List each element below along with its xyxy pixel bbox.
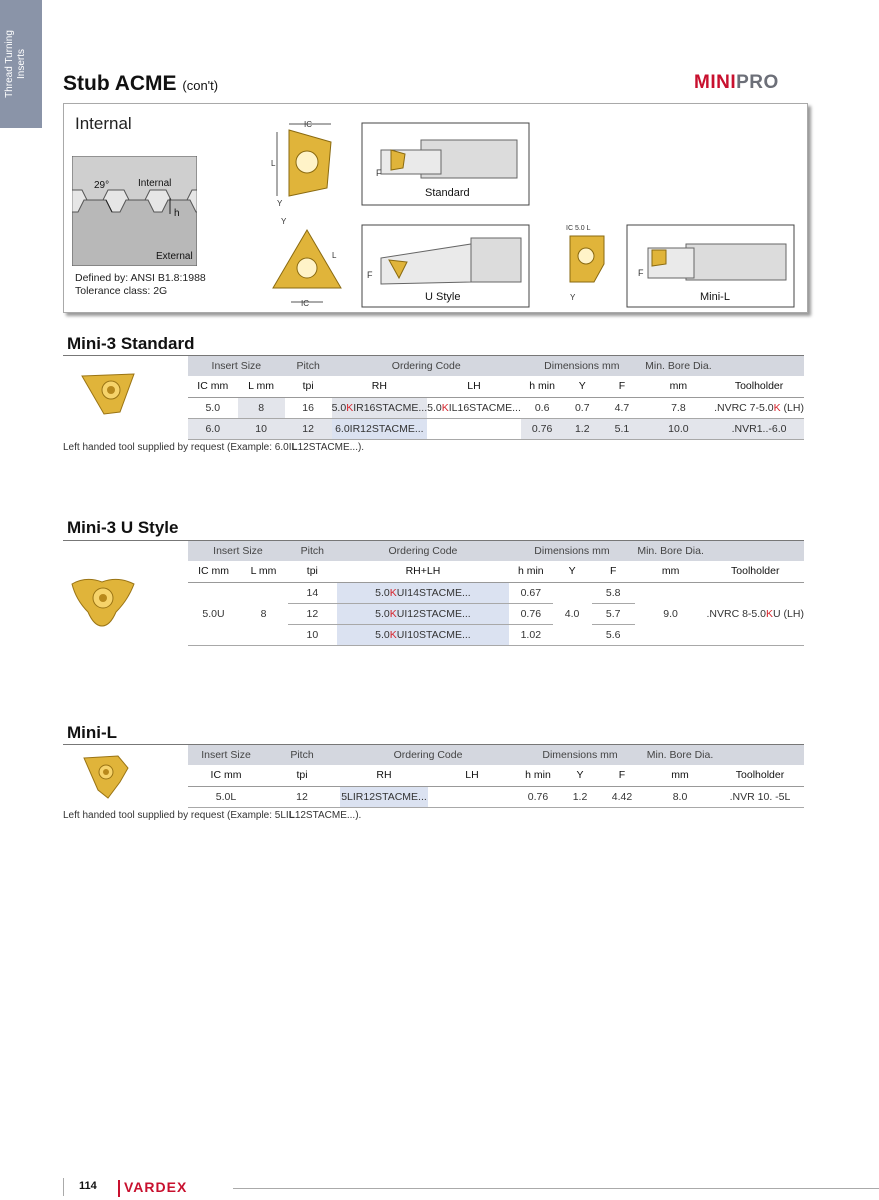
page-number: 114 [79,1180,97,1192]
defined-by: Defined by: ANSI B1.8:1988 [75,272,206,284]
col-h: h min [509,561,552,582]
ustyle-dim-l-label: L [332,251,337,260]
table-row: 12 5.0KUI12STACME... 0.76 5.7 [188,603,804,624]
dim-ic-label: IC [304,120,312,129]
group-dimensions: Dimensions mm [521,356,643,376]
side-tab-line1: Thread Turning [4,30,15,98]
mini3-standard-insert-image [78,368,136,418]
dim-y-label: Y [277,199,283,208]
ustyle-bore: 9.0 [635,582,707,645]
col-tpi: tpi [264,765,340,786]
dim-f-label: F [376,168,382,178]
ordering-code: 5.0KUI14STACME... [337,582,509,603]
group-insert-size: Insert Size [188,356,285,376]
toolholder-code: .NVRC 7-5.0K (LH) [714,397,804,418]
col-ic: IC mm [188,765,264,786]
col-y: Y [563,376,601,397]
angle-label: 29° [94,180,110,191]
minil-insert-dimension-diagram [564,220,616,304]
ustyle-dim-y-label: Y [281,217,287,226]
ustyle-dim-ic-label: IC [301,299,309,308]
external-label: External [156,251,193,262]
group-min-bore: Min. Bore Dia. [644,745,716,765]
ustyle-insert-dimension-diagram [269,216,347,308]
minil-label: Mini-L [700,291,730,303]
mini3-standard-table [188,356,804,440]
group-ordering-code: Ordering Code [340,745,516,765]
table-row: 5.0 8 16 5.0KIR16STACME... 5.0KIL16STACME... 0.6 0.7 4.7 7.8 .NVRC 7-5.0K (LH) [188,397,804,418]
col-ic: IC mm [188,376,238,397]
group-pitch: Pitch [264,745,340,765]
mini-l-table [188,745,804,808]
minipro-logo [694,72,779,94]
col-lh: LH [427,376,521,397]
group-pitch: Pitch [285,356,332,376]
footer-divider [118,1180,120,1197]
section-side-tab [0,0,42,128]
intro-title: Internal [75,114,132,133]
mini3-ustyle-insert-image [66,574,140,630]
col-mm: mm [643,376,714,397]
side-tab-line2: Inserts [16,49,27,80]
col-lh: LH [428,765,516,786]
table-row: 5.0L 12 5LIR12STACME... 0.76 1.2 4.42 8.0 .NVR 10. -5L [188,786,804,807]
group-dimensions: Dimensions mm [516,745,644,765]
page-title-text: Stub ACME [63,72,177,95]
thread-profile-diagram [72,156,197,266]
table-row: 5.0U 8 14 5.0KUI14STACME... 0.67 4.0 5.8 9.0 .NVRC 8-5.0KU (LH) [188,582,804,603]
group-ordering-code: Ordering Code [337,541,509,561]
ustyle-label: U Style [425,291,461,303]
section-title-mini-l: Mini-L [67,723,118,742]
footer-rule [233,1188,879,1189]
group-insert-size: Insert Size [188,745,264,765]
tolerance-class: Tolerance class: 2G [75,285,168,297]
section-title-mini3-standard: Mini-3 Standard [67,334,195,353]
section-title-mini3-ustyle: Mini-3 U Style [67,518,179,537]
standard-label: Standard [425,187,470,199]
group-insert-size: Insert Size [188,541,288,561]
ordering-code: 5.0KUI12STACME... [337,603,509,624]
col-y: Y [560,765,600,786]
vardex-logo: VARDEX [124,1179,188,1195]
col-mm: mm [644,765,716,786]
ordering-code-rh: 5.0KIR16STACME... [332,397,428,418]
col-h: h min [521,376,563,397]
ordering-code-rh: 5LIR12STACME... [340,786,428,807]
ordering-code: 5.0KUI10STACME... [337,624,509,645]
mini-l-insert-image [80,752,132,802]
minil-dim-f-label: F [638,268,644,278]
internal-label: Internal [138,178,172,189]
internal-overview-panel [63,103,808,313]
minil-dim-y-label: Y [570,293,576,302]
brand-mini: MINI [694,72,737,93]
standard-insert-dimension-diagram [269,118,339,208]
col-f: F [600,765,644,786]
col-ic: IC mm [188,561,239,582]
col-h: h min [516,765,560,786]
brand-pro: PRO [736,72,779,93]
toolholder-code: .NVR 10. -5L [716,786,804,807]
col-toolholder: Toolholder [716,765,804,786]
col-y: Y [553,561,592,582]
page-title [63,72,218,96]
ustyle-y: 4.0 [553,582,592,645]
col-l: L mm [238,376,285,397]
mini3-ustyle-table [188,541,804,646]
col-rh: RH [340,765,428,786]
group-pitch: Pitch [288,541,337,561]
h-label: h [174,208,180,219]
group-min-bore: Min. Bore Dia. [635,541,707,561]
col-toolholder: Toolholder [706,561,804,582]
ustyle-l: 8 [239,582,288,645]
col-rh: RH [332,376,428,397]
dim-l-label: L [271,159,276,168]
col-rh-lh: RH+LH [337,561,509,582]
table-row: 10 5.0KUI10STACME... 1.02 5.6 [188,624,804,645]
standard-toolholder-diagram [361,122,531,206]
minil-toolholder-diagram [626,224,796,308]
group-dimensions: Dimensions mm [509,541,635,561]
col-f: F [601,376,643,397]
standard-definitions [75,272,206,298]
left-hand-note: Left handed tool supplied by request (Example: 6.0IL12STACME...). [63,442,365,453]
table-row: 6.0 10 12 6.0IR12STACME... 0.76 1.2 5.1 10.0 .NVR1..-6.0 [188,418,804,439]
col-mm: mm [635,561,707,582]
col-tpi: tpi [285,376,332,397]
footer-tick [63,1178,64,1196]
minil-dim-ic-label: IC 5.0 L [566,225,591,232]
toolholder-code: .NVRC 8-5.0KU (LH) [706,582,804,645]
side-tab-text [4,4,28,124]
left-hand-note: Left handed tool supplied by request (Example: 5LIL12STACME...). [63,810,362,821]
col-tpi: tpi [288,561,337,582]
page-subtitle: (con't) [182,78,219,93]
group-min-bore: Min. Bore Dia. [643,356,714,376]
ustyle-ic: 5.0U [188,582,239,645]
ustyle-dim-f-label: F [367,270,373,280]
ustyle-toolholder-diagram [361,224,531,308]
col-f: F [592,561,635,582]
group-ordering-code: Ordering Code [332,356,521,376]
ordering-code-lh: 5.0KIL16STACME... [427,397,521,418]
col-l: L mm [239,561,288,582]
col-toolholder: Toolholder [714,376,804,397]
